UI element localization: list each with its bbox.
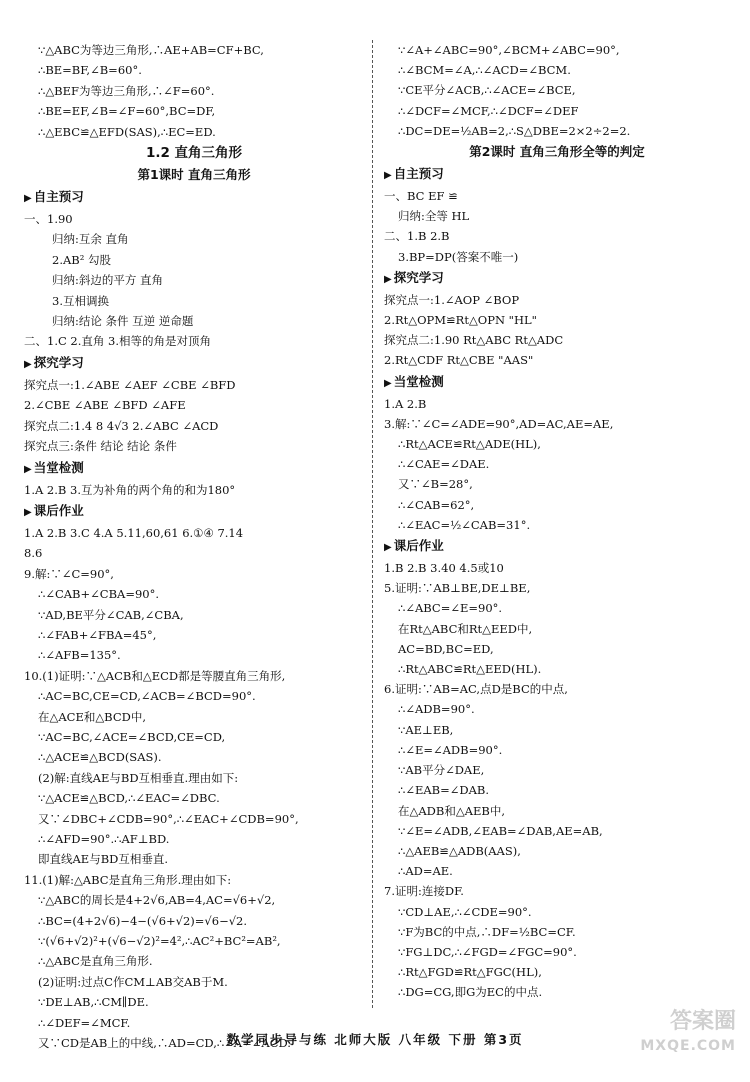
- answer-line: ∵(√6+√2)²+(√6−√2)²=4²,∴AC²+BC²=AB²,: [38, 934, 281, 949]
- answer-line: 11.(1)解:△ABC是直角三角形.理由如下:: [24, 872, 232, 887]
- answer-line: ∴△ABC是直角三角形.: [38, 954, 153, 969]
- answer-line: 3.互相调换: [52, 293, 109, 308]
- answer-line: ∴∠E=∠ADB=90°.: [398, 742, 503, 757]
- answer-line: ∴BC=(4+2√6)−4−(√6+√2)=√6−√2.: [38, 913, 248, 928]
- answer-line: ∴∠AFB=135°.: [38, 648, 121, 663]
- answer-line: 探究点三:条件 结论 结论 条件: [24, 439, 177, 454]
- watermark-logo: [640, 1010, 736, 1058]
- answer-line: 归纳:斜边的平方 直角: [52, 273, 164, 288]
- triangle-icon: ▶: [384, 273, 392, 285]
- triangle-icon: ▶: [384, 377, 392, 389]
- section-heading: [24, 352, 364, 375]
- answer-line: ∴DC=DE=½AB=2,∴S△DBE=2×2÷2=2.: [398, 123, 631, 138]
- answer-line: 在Rt△ABC和Rt△EED中,: [398, 621, 533, 636]
- watermark-url: MXQE.COM: [640, 1038, 736, 1054]
- answer-line: ∵△ABC为等边三角形,∴AE+AB=CF+BC,: [38, 43, 264, 57]
- answer-line: ∵∠A+∠ABC=90°,∠BCM+∠ABC=90°,: [398, 43, 620, 57]
- answer-line: ∵CD⊥AE,∴∠CDE=90°.: [398, 904, 532, 919]
- section-heading: [24, 457, 364, 480]
- answer-line: ∴△ACE≌△BCD(SAS).: [38, 750, 162, 765]
- answer-line: ∴∠ADB=90°.: [398, 702, 475, 717]
- answer-line: ∴∠CAB=62°,: [398, 497, 475, 512]
- section-heading-label: 探究学习: [393, 269, 444, 285]
- answer-line: 在△ACE和△BCD中,: [38, 709, 147, 724]
- triangle-icon: ▶: [24, 358, 32, 370]
- answer-line: 探究点二:1.90 Rt△ABC Rt△ADC: [384, 333, 564, 348]
- answer-line: ∵FG⊥DC,∴∠FGD=∠FGC=90°.: [398, 944, 577, 959]
- section-heading-label: 课后作业: [33, 502, 84, 518]
- section-heading-label: 当堂检测: [393, 373, 444, 389]
- answer-line: 归纳:互余 直角: [52, 232, 129, 247]
- answer-line: 2.Rt△OPM≌Rt△OPN "HL": [384, 313, 537, 328]
- section-heading-label: 自主预习: [33, 189, 84, 205]
- answer-line: AC=BD,BC=ED,: [398, 641, 494, 656]
- answer-line: 又∵∠DBC+∠CDB=90°,∴∠EAC+∠CDB=90°,: [38, 811, 299, 826]
- answer-line: 3.解:∵∠C=∠ADE=90°,AD=AC,AE=AE,: [384, 416, 614, 431]
- answer-line: ∵AC=BC,∠ACE=∠BCD,CE=CD,: [38, 729, 226, 744]
- answer-line: ∴△AEB≌△ADB(AAS),: [398, 843, 521, 858]
- answer-line: 探究点二:1.4 8 4√3 2.∠ABC ∠ACD: [24, 418, 219, 433]
- lesson-title: 第1课时 直角三角形: [137, 167, 251, 183]
- answer-line: ∵DE⊥AB,∴CM∥DE.: [38, 995, 149, 1010]
- answer-line: 2.∠CBE ∠ABE ∠BFD ∠AFE: [24, 398, 186, 413]
- page-footer: 数学同步导与练 北师大版 八年级 下册 第3页: [226, 1032, 524, 1047]
- answer-line: ∴∠DEF=∠MCF.: [38, 1015, 131, 1030]
- answer-line: 一、1.90: [24, 212, 73, 227]
- lesson-title: 1.2 直角三角形: [145, 145, 243, 162]
- triangle-icon: ▶: [384, 170, 392, 182]
- answer-line: 又∵∠B=28°,: [398, 477, 473, 492]
- answer-line: 探究点一:1.∠AOP ∠BOP: [384, 292, 520, 307]
- section-heading-label: 当堂检测: [33, 459, 84, 475]
- section-heading-label: 探究学习: [33, 354, 84, 370]
- answer-line: 10.(1)证明:∵△ACB和△ECD都是等腰直角三角形,: [24, 668, 286, 683]
- answer-line: 归纳:全等 HL: [398, 209, 470, 224]
- answer-line: (2)解:直线AE与BD互相垂直.理由如下:: [38, 770, 239, 785]
- answer-line: ∴DG=CG,即G为EC的中点.: [398, 985, 543, 1000]
- answer-line: ∵AE⊥EB,: [398, 722, 454, 737]
- section-heading: [384, 163, 730, 186]
- lesson-title: 第2课时 直角三角形全等的判定: [469, 144, 645, 160]
- answer-line: 1.A 2.B: [384, 396, 427, 411]
- answer-line: ∴∠CAB+∠CBA=90°.: [38, 587, 160, 602]
- answer-line: 6.证明:∵AB=AC,点D是BC的中点,: [384, 682, 568, 697]
- answer-line: 5.证明:∵AB⊥BE,DE⊥BE,: [384, 581, 531, 596]
- answer-line: ∴BE=EF,∠B=∠F=60°,BC=DF,: [38, 104, 216, 119]
- answer-line: 一、BC EF ≌: [384, 189, 458, 204]
- triangle-icon: ▶: [24, 193, 32, 205]
- section-heading: [384, 535, 730, 558]
- section-heading: [24, 500, 364, 523]
- answer-line: 归纳:结论 条件 互逆 逆命题: [52, 314, 194, 329]
- answer-line: 1.A 2.B 3.C 4.A 5.11,60,61 6.①④ 7.14: [24, 525, 244, 540]
- answer-line: ∴∠DCF=∠MCF,∴∠DCF=∠DEF: [398, 103, 579, 118]
- triangle-icon: ▶: [24, 463, 32, 475]
- answer-line: 在△ADB和△AEB中,: [398, 803, 505, 818]
- answer-line: 即直线AE与BD互相垂直.: [38, 852, 169, 867]
- answer-line: 二、1.B 2.B: [384, 229, 450, 244]
- answer-line: ∴∠BCM=∠A,∴∠ACD=∠BCM.: [398, 63, 571, 78]
- answer-line: ∴∠AFD=90°.∴AF⊥BD.: [38, 832, 170, 846]
- answer-line: ∴∠EAC=½∠CAB=31°.: [398, 517, 531, 532]
- answer-line: 8.6: [24, 546, 43, 561]
- answer-line: ∵AB平分∠DAE,: [398, 763, 485, 778]
- answer-line: 7.证明:连接DF.: [384, 884, 464, 899]
- answer-line: 1.B 2.B 3.40 4.5或10: [384, 561, 504, 576]
- answer-line: 二、1.C 2.直角 3.相等的角是对顶角: [24, 334, 212, 349]
- answer-line: ∵∠E=∠ADB,∠EAB=∠DAB,AE=AB,: [398, 823, 603, 838]
- answer-line: ∵CE平分∠ACB,∴∠ACE=∠BCE,: [398, 83, 576, 98]
- section-heading-label: 课后作业: [393, 538, 444, 554]
- answer-line: ∴△BEF为等边三角形,∴∠F=60°.: [38, 83, 215, 98]
- section-heading: [24, 186, 364, 209]
- answer-line: ∵F为BC的中点,∴DF=½BC=CF.: [398, 924, 576, 939]
- answer-line: ∴∠EAB=∠DAB.: [398, 783, 490, 798]
- answer-line: ∴Rt△FGD≌Rt△FGC(HL),: [398, 965, 542, 980]
- answer-line: ∵AD,BE平分∠CAB,∠CBA,: [38, 607, 184, 622]
- answer-line: 又∵CD是AB上的中线,∴AD=CD,∴∠A=∠ACD.: [38, 1036, 291, 1051]
- answer-line: (2)证明:过点C作CM⊥AB交AB于M.: [38, 974, 228, 989]
- answer-line: ∴△EBC≌△EFD(SAS),∴EC=ED.: [38, 124, 216, 139]
- section-heading: [384, 267, 730, 290]
- answer-line: 9.解:∵∠C=90°,: [24, 566, 114, 581]
- answer-line: ∵△ABC的周长是4+2√6,AB=4,AC=√6+√2,: [38, 893, 276, 908]
- left-column: [24, 40, 364, 1053]
- section-heading: [384, 371, 730, 394]
- answer-line: ∴Rt△ACE≌Rt△ADE(HL),: [398, 437, 541, 452]
- triangle-icon: ▶: [384, 542, 392, 554]
- answer-line: ∴AD=AE.: [398, 864, 453, 879]
- answer-line: 2.AB² 勾股: [52, 252, 111, 267]
- answer-line: ∴Rt△ABC≌Rt△EED(HL).: [398, 662, 542, 677]
- answer-line: ∴∠FAB+∠FBA=45°,: [38, 627, 157, 642]
- answer-line: ∴BE=BF,∠B=60°.: [38, 63, 142, 78]
- answer-line: 2.Rt△CDF Rt△CBE "AAS": [384, 353, 534, 368]
- answer-line: 1.A 2.B 3.互为补角的两个角的和为180°: [24, 482, 236, 497]
- triangle-icon: ▶: [24, 506, 32, 518]
- answer-line: ∵△ACE≌△BCD,∴∠EAC=∠DBC.: [38, 791, 220, 806]
- right-column: [384, 40, 730, 1003]
- column-divider: [372, 40, 373, 1008]
- section-heading-label: 自主预习: [393, 166, 444, 182]
- answer-line: ∴AC=BC,CE=CD,∠ACB=∠BCD=90°.: [38, 689, 256, 704]
- answer-line: 探究点一:1.∠ABE ∠AEF ∠CBE ∠BFD: [24, 377, 236, 392]
- answer-line: ∴∠ABC=∠E=90°.: [398, 601, 503, 616]
- answer-line: 3.BP=DP(答案不唯一): [398, 249, 519, 264]
- watermark-text: 答案圈: [669, 1009, 736, 1034]
- answer-line: ∴∠CAE=∠DAE.: [398, 457, 490, 472]
